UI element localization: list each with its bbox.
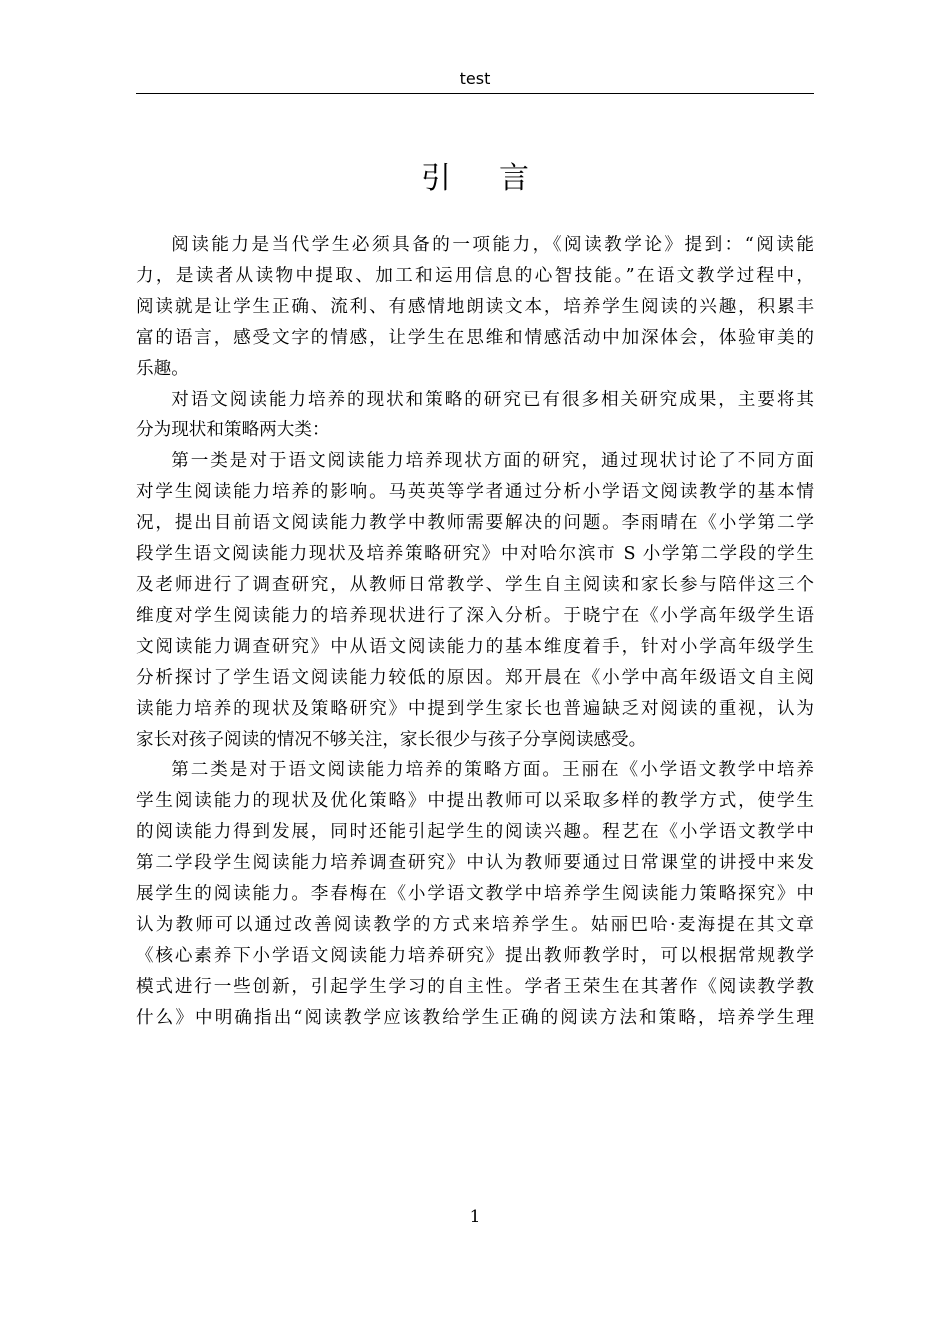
paragraph-line: 对学生阅读能力培养的影响。马英英等学者通过分析小学语文阅读教学的基本情 (136, 482, 814, 503)
paragraph-line: 分为现状和策略两大类： (136, 420, 330, 441)
paragraph-line: 第一类是对于语文阅读能力培养现状方面的研究，通过现状讨论了不同方面 (171, 451, 814, 472)
paragraph-line: 分析探讨了学生语文阅读能力较低的原因。郑开晨在《小学中高年级语文自主阅 (136, 667, 814, 688)
paragraph-line: 第二学段学生阅读能力培养调查研究》中认为教师要通过日常课堂的讲授中来发 (136, 853, 814, 874)
paragraph-line: 《核心素养下小学语文阅读能力培养研究》提出教师教学时，可以根据常规教学 (136, 945, 814, 966)
paragraph-line: 及老师进行了调查研究，从教师日常教学、学生自主阅读和家长参与陪伴这三个 (136, 574, 814, 595)
paragraph-line: 维度对学生阅读能力的培养现状进行了深入分析。于晓宁在《小学高年级学生语 (136, 605, 814, 626)
paragraph-line: 富的语言，感受文字的情感，让学生在思维和情感活动中加深体会，体验审美的 (136, 327, 814, 348)
paragraph-line: 乐趣。 (136, 358, 189, 379)
paragraph-line: 对语文阅读能力培养的现状和策略的研究已有很多相关研究成果，主要将其 (171, 389, 814, 410)
paragraph-line: 的阅读能力得到发展，同时还能引起学生的阅读兴趣。程艺在《小学语文教学中 (136, 822, 814, 843)
paragraph (136, 230, 814, 385)
paragraph-line: 阅读就是让学生正确、流利、有感情地朗读文本，培养学生阅读的兴趣，积累丰 (136, 296, 814, 317)
paragraph-line: 阅读能力是当代学生必须具备的一项能力，《阅读教学论》提到：“阅读能 (171, 235, 814, 255)
header-text: test (459, 69, 491, 88)
paragraph-line: 认为教师可以通过改善阅读教学的方式来培养学生。姑丽巴哈·麦海提在其文章 (136, 914, 814, 935)
paragraph-line: 力，是读者从读物中提取、加工和运用信息的心智技能。”在语文教学过程中， (136, 265, 814, 286)
paragraph-line: 第二类是对于语文阅读能力培养的策略方面。王丽在《小学语文教学中培养 (171, 760, 814, 781)
paragraph (136, 446, 814, 755)
paragraph-line: 文阅读能力调查研究》中从语文阅读能力的基本维度着手，针对小学高年级学生 (136, 636, 814, 657)
body-text (136, 230, 814, 1034)
page-number: 1 (469, 1207, 481, 1227)
paragraph-line: 读能力培养的现状及策略研究》中提到学生家长也普遍缺乏对阅读的重视，认为 (136, 698, 814, 719)
paragraph-line: 模式进行一些创新，引起学生学习的自主性。学者王荣生在其著作《阅读教学教 (136, 976, 814, 997)
paragraph-line: 况，提出目前语文阅读能力教学中教师需要解决的问题。李雨晴在《小学第二学 (136, 513, 814, 534)
paragraph-line: 什么》中明确指出“阅读教学应该教给学生正确的阅读方法和策略，培养学生理 (136, 1007, 814, 1028)
paragraph-line: 段学生语文阅读能力现状及培养策略研究》中对哈尔滨市 S 小学第二学段的学生 (136, 544, 814, 565)
paragraph-line: 学生阅读能力的现状及优化策略》中提出教师可以采取多样的教学方式，使学生 (136, 791, 814, 812)
paragraph-line: 展学生的阅读能力。李春梅在《小学语文教学中培养学生阅读能力策略探究》中 (136, 884, 814, 905)
section-title: 引言 (421, 161, 577, 196)
paragraph (136, 385, 814, 447)
page-header (136, 64, 814, 94)
paragraph (136, 755, 814, 1033)
paragraph-line: 家长对孩子阅读的情况不够关注，家长很少与孩子分享阅读感受。 (136, 729, 647, 750)
